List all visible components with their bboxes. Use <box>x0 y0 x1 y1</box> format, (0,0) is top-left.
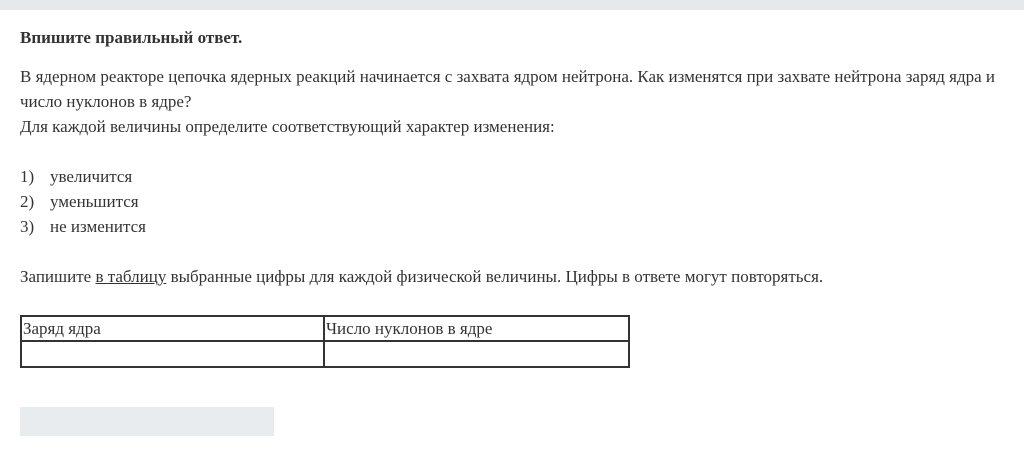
option-number: 2) <box>20 192 35 211</box>
table-link[interactable]: в таблицу <box>95 267 167 286</box>
option-item <box>20 164 1010 189</box>
option-item <box>20 214 1010 239</box>
top-strip <box>0 0 1024 10</box>
spacer <box>20 139 1010 164</box>
header-nucleon-number: Число нуклонов в ядре <box>324 316 629 341</box>
spacer <box>20 239 1010 264</box>
task-content <box>20 26 1010 289</box>
answer-table-input-row <box>21 341 629 367</box>
task-heading: Впишите правильный ответ. <box>20 28 243 47</box>
instruction-text-after: выбранные цифры для каждой физической величины. Цифры в ответе могут повторяться. <box>166 267 824 286</box>
question-text: В ядерном реакторе цепочка ядерных реакций начинается с захвата ядром нейтрона. Как изменятся при захвате нейтрона заряд ядра и число нуклонов в ядре? <box>20 67 996 111</box>
option-text: не изменится <box>50 217 146 236</box>
instruction-text-before: Запишите <box>20 267 96 286</box>
header-nuclear-charge: Заряд ядра <box>21 316 324 341</box>
answer-table <box>20 315 630 368</box>
answer-input-charge[interactable] <box>23 344 322 366</box>
option-text: уменьшится <box>50 192 139 211</box>
question-instruction: Для каждой величины определите соответствующий характер изменения: <box>20 117 555 136</box>
answer-input-nucleons[interactable] <box>326 344 627 366</box>
option-text: увеличится <box>50 167 133 186</box>
submit-area-placeholder[interactable] <box>20 407 274 436</box>
option-number: 1) <box>20 167 35 186</box>
option-item <box>20 189 1010 214</box>
answer-cell-nucleons <box>324 341 629 367</box>
answer-table-header-row <box>21 316 629 341</box>
answer-cell-charge <box>21 341 324 367</box>
option-number: 3) <box>20 217 35 236</box>
table-instruction <box>20 264 1010 289</box>
